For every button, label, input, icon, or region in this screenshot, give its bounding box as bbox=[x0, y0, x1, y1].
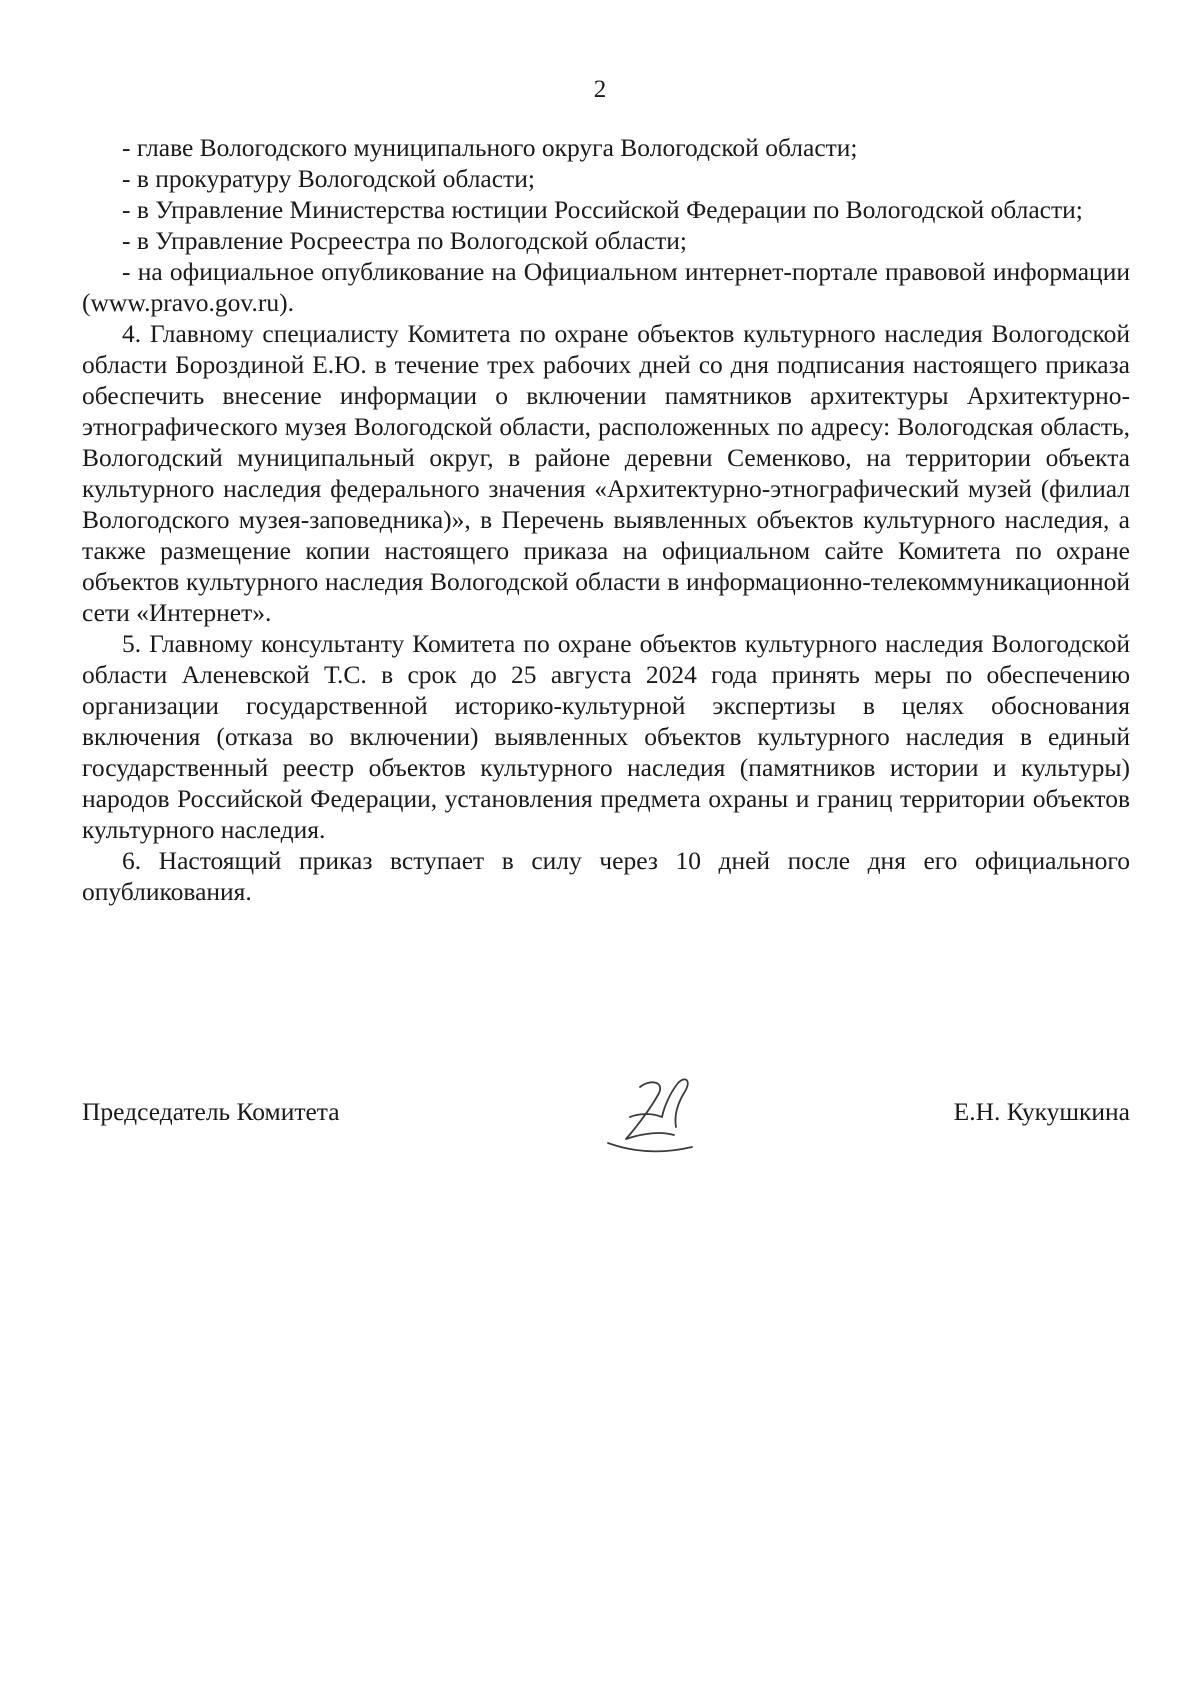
paragraph-recipient-prosecutor: - в прокуратуру Вологодской области; bbox=[122, 164, 535, 193]
paragraph-item-5: 5. Главному консультанту Комитета по охране объектов культурного наследия Вологодской области Аленевской Т.С. в срок до 25 августа 2024 года принять меры по обеспечению организации государственной историко-культурной экспертизы в целях обоснования включения (отказа во включении) выявленных объектов культурного наследия в единый государственный реестр объектов культурного наследия (памятников истории и культуры) народов Российской Федерации, установления предмета охраны и границ территории объектов культурного наследия. bbox=[82, 629, 1130, 844]
signatory-name: Е.Н. Кукушкина bbox=[953, 1097, 1130, 1126]
paragraph-official-publication: - на официальное опубликование на Официальном интернет-портале правовой информации (www.pravo.gov.ru). bbox=[82, 257, 1130, 317]
signature-block bbox=[82, 1097, 1130, 1187]
paragraph-item-4: 4. Главному специалисту Комитета по охране объектов культурного наследия Вологодской области Бороздиной Е.Ю. в течение трех рабочих дней со дня подписания настоящего приказа обеспечить внесение информации о включении памятников архитектуры Архитектурно-этнографического музея Вологодской области, расположенных по адресу: Вологодская область, Вологодский муниципальный округ, в районе деревни Семенково, на территории объекта культурного наследия федерального значения «Архитектурно-этнографический музей (филиал Вологодского музея-заповедника)», в Перечень выявленных объектов культурного наследия, а также размещение копии настоящего приказа на официальном сайте Комитета по охране объектов культурного наследия Вологодской области в информационно-телекоммуникационной сети «Интернет». bbox=[82, 319, 1130, 627]
document-body bbox=[82, 132, 1130, 907]
signatory-position: Председатель Комитета bbox=[82, 1097, 340, 1126]
page-number: 2 bbox=[593, 76, 607, 103]
paragraph-item-6: 6. Настоящий приказ вступает в силу через 10 дней после дня его официального опубликования. bbox=[82, 846, 1130, 906]
paragraph-recipient-rosreestr: - в Управление Росреестра по Вологодской области; bbox=[122, 226, 688, 255]
handwritten-signature-icon bbox=[600, 1073, 710, 1159]
paragraph-recipient-head-of-district: - главе Вологодского муниципального округа Вологодской области; bbox=[122, 133, 858, 162]
paragraph-recipient-ministry-of-justice: - в Управление Министерства юстиции Российской Федерации по Вологодской области; bbox=[122, 195, 1083, 224]
